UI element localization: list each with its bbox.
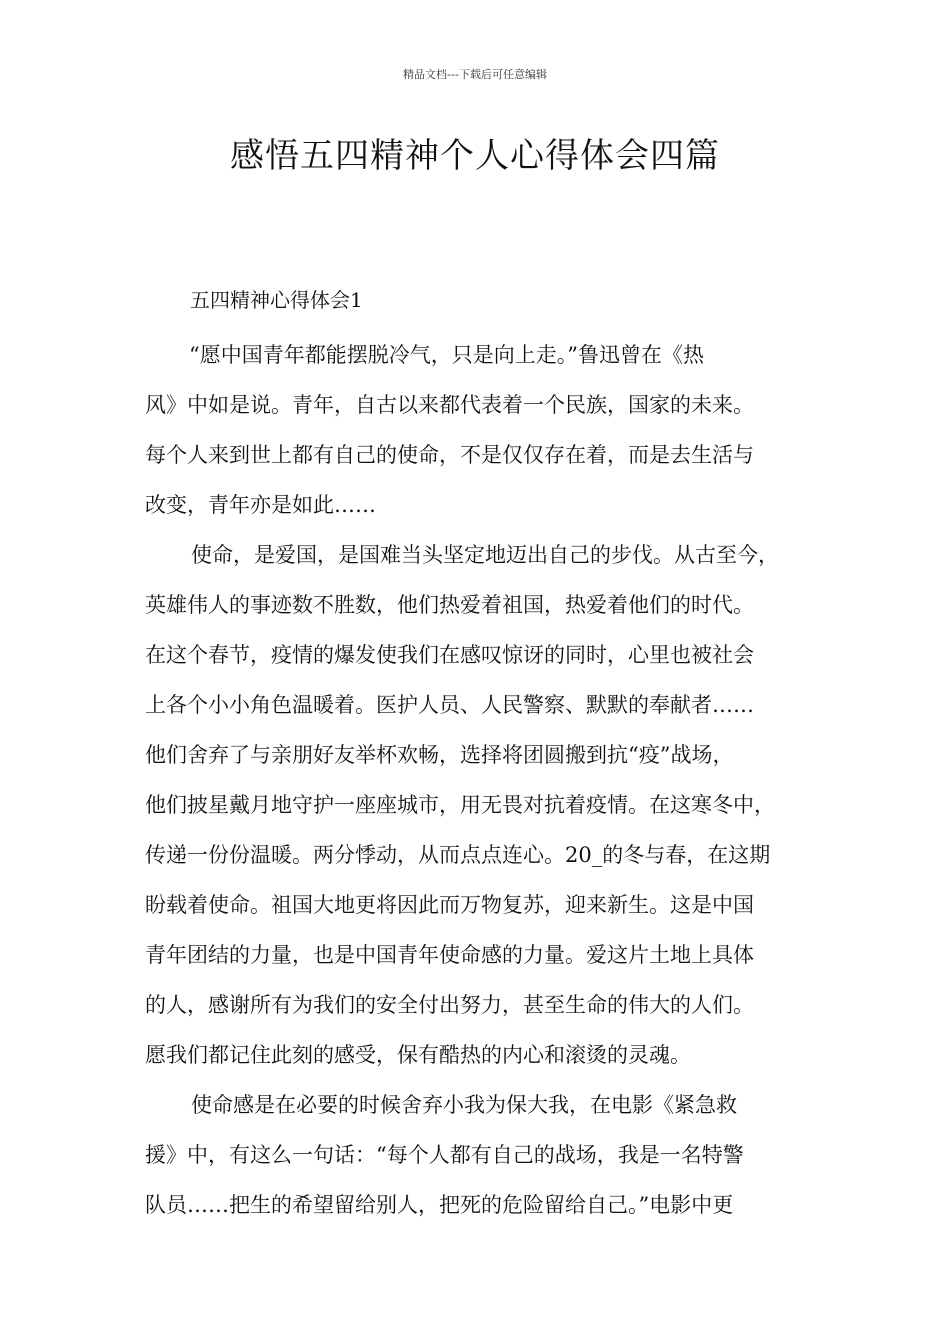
paragraph-line: 青年团结的力量，也是中国青年使命感的力量。爱这片土地上具体	[145, 943, 754, 967]
body-text	[145, 330, 825, 1230]
paragraph-line: 队员……把生的希望留给别人，把死的危险留给自己。”电影中更	[145, 1193, 734, 1217]
paragraph-line: 每个人来到世上都有自己的使命，不是仅仅存在着，而是去生活与	[145, 443, 754, 467]
paragraph-line: 他们披星戴月地守护一座座城市，用无畏对抗着疫情。在这寒冬中，	[145, 793, 775, 817]
paragraph-line: 盼载着使命。祖国大地更将因此而万物复苏，迎来新生。这是中国	[145, 893, 754, 917]
paragraph-line: 使命感是在必要的时候舍弃小我为保大我，在电影《紧急救	[191, 1093, 737, 1117]
paragraph-line: 他们舍弃了与亲朋好友举杯欢畅，选择将团圆搬到抗“疫”战场，	[145, 743, 734, 767]
paragraph-line: 风》中如是说。青年，自古以来都代表着一个民族，国家的未来。	[145, 393, 754, 417]
paragraph-line: 使命，是爱国，是国难当头坚定地迈出自己的步伐。从古至今，	[191, 543, 779, 567]
paragraph-line: 的人，感谢所有为我们的安全付出努力，甚至生命的伟大的人们。	[145, 993, 754, 1017]
paragraph-line: 援》中，有这么一句话：“每个人都有自己的战场，我是一名特警	[145, 1143, 744, 1167]
paragraph-line: 英雄伟人的事迹数不胜数，他们热爱着祖国，热爱着他们的时代。	[145, 593, 754, 617]
paragraph-line: 传递一份份温暖。两分悸动，从而点点连心。20_的冬与春，在这期	[145, 843, 771, 867]
header-note: 精品文档---下载后可任意编辑	[403, 68, 547, 81]
paragraph-line: 上各个小小角色温暖着。医护人员、人民警察、默默的奉献者……	[145, 693, 754, 717]
paragraph-line: 改变，青年亦是如此……	[145, 493, 376, 517]
paragraph-line: 愿我们都记住此刻的感受，保有酷热的内心和滚烫的灵魂。	[145, 1043, 691, 1067]
paragraph-line: “愿中国青年都能摆脱冷气，只是向上走。”鲁迅曾在《热	[189, 343, 704, 367]
document-title: 感悟五四精神个人心得体会四篇	[230, 136, 720, 176]
paragraph-line: 在这个春节，疫情的爆发使我们在感叹惊讶的同时，心里也被社会	[145, 643, 754, 667]
section-heading: 五四精神心得体会1	[190, 288, 363, 312]
